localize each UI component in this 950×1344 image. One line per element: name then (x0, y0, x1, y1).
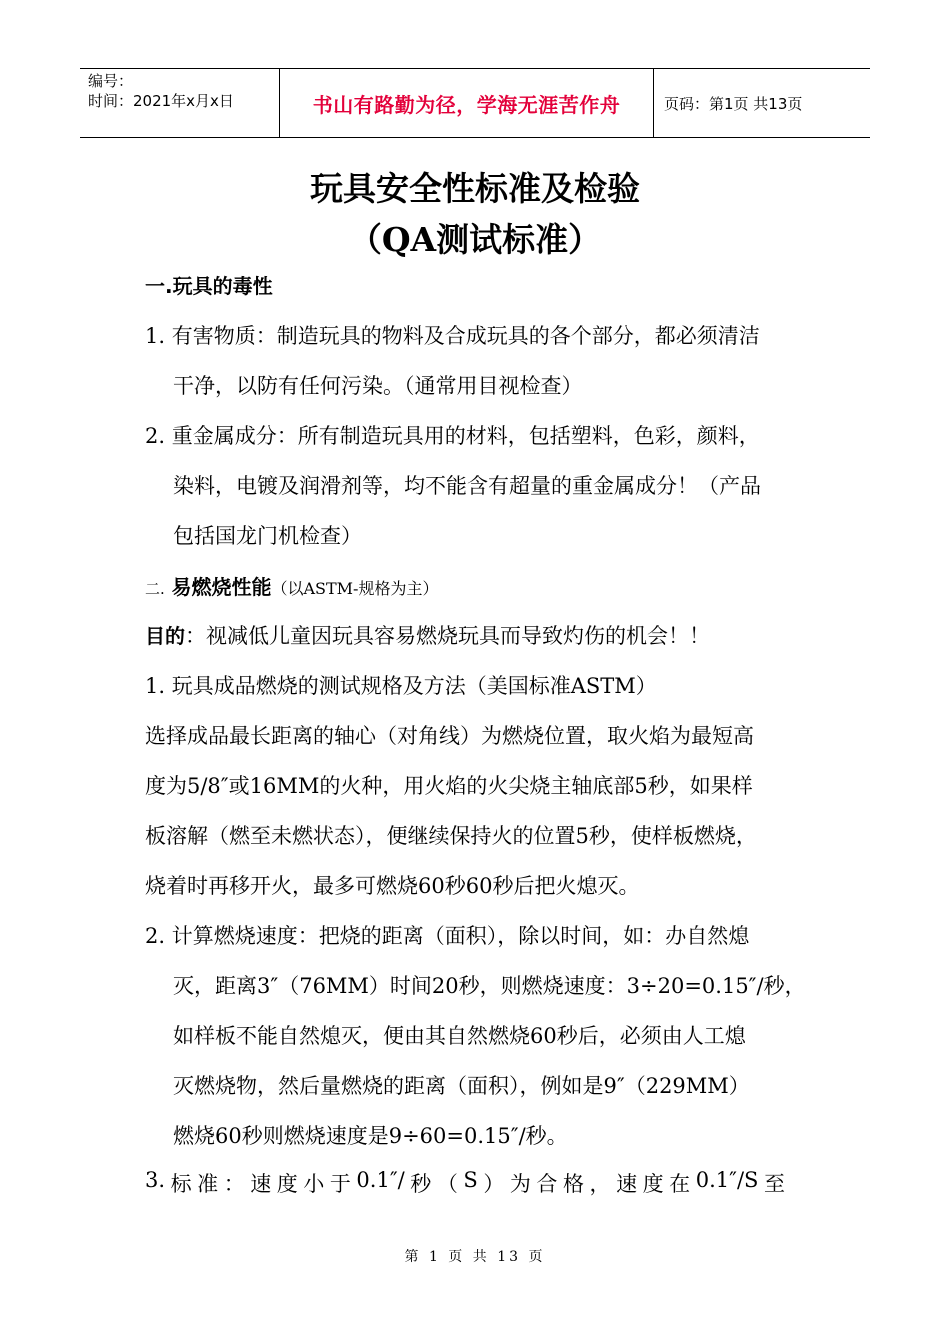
s2-item3-token: S (463, 1168, 478, 1192)
page-footer: 第 1 页 共 13 页 (404, 1249, 546, 1265)
s1-item2-line2: 染料，电镀及润滑剂等，均不能含有超量的重金属成分！（产品 (173, 474, 761, 498)
s2-item2-line1: 2. 计算燃烧速度：把烧的距离（面积），除以时间，如：办自然熄 (145, 924, 750, 948)
s2-item3-token: 于 (329, 1172, 351, 1196)
header-motto-cell (280, 69, 654, 137)
s2-item2-line2: 灭，距离3″（76MM）时间20秒，则燃烧速度：3÷20=0.15″/秒， (173, 974, 806, 998)
s2-item3-token: 在 (669, 1172, 691, 1196)
section-1-heading: 一.玩具的毒性 (145, 274, 273, 298)
s2-item3-token: 为 (509, 1172, 531, 1196)
s1-item2-line1: 2. 重金属成分：所有制造玩具用的材料，包括塑料，色彩，颜料， (145, 424, 760, 448)
s2-item3-token: 至 (763, 1172, 785, 1196)
s2-item3-token: （ (436, 1172, 458, 1196)
s2-item3-token: ） (483, 1172, 505, 1196)
s2-item3-token: 秒 (410, 1172, 432, 1196)
s2-item2-line5: 燃烧60秒则燃烧速度是9÷60=0.15″/秒。 (173, 1124, 568, 1148)
document-subtitle: （QA测试标准） (348, 220, 602, 259)
s2-item3-token: 标 (170, 1172, 192, 1196)
s2-item3-token: 0.1″/S (695, 1168, 759, 1192)
s2-item3-token: ： (223, 1172, 245, 1196)
s1-item1-line2: 干净，以防有任何污染。（通常用目视检查） (173, 374, 583, 398)
document-title: 玩具安全性标准及检验 (310, 169, 640, 208)
header-meta-cell (80, 69, 280, 137)
header-page-cell (654, 69, 870, 137)
s2-item3-line1 (145, 1168, 785, 1198)
s1-item2-line3: 包括国龙门机检查） (173, 524, 362, 548)
s2-item3-token: 速 (250, 1172, 272, 1196)
s2-item3-token: 度 (642, 1172, 664, 1196)
section-2-heading: 易燃烧性能 (171, 575, 272, 599)
s1-item1-line1: 1. 有害物质：制造玩具的物料及合成玩具的各个部分，都必须清洁 (145, 324, 760, 348)
section-2-note: （以ASTM-规格为主） (271, 579, 439, 598)
s2-item2-line3: 如样板不能自然熄灭，便由其自然燃烧60秒后，必须由人工熄 (173, 1024, 746, 1048)
page-info: 页码：第1页 共13页 (664, 94, 803, 113)
s2-item3-token: 度 (276, 1172, 298, 1196)
s2-paragraph-line4: 烧着时再移开火，最多可燃烧60秒60秒后把火熄灭。 (145, 874, 640, 898)
s2-item3-token: 速 (616, 1172, 638, 1196)
section-2-number: 二. (145, 580, 165, 598)
purpose-label: 目的 (145, 624, 185, 648)
s2-paragraph-line3: 板溶解（燃至未燃状态），便继续保持火的位置5秒，使样板燃烧， (145, 824, 757, 848)
s2-item3-token: 格 (562, 1172, 584, 1196)
purpose-row (145, 620, 710, 650)
s2-item3-token: 小 (303, 1172, 325, 1196)
s2-item3-token: 0.1″/ (356, 1168, 405, 1192)
s2-item3-token: ， (589, 1172, 611, 1196)
s2-item3-token: 合 (536, 1172, 558, 1196)
number-label: 编号： (88, 72, 134, 90)
s2-item3-token: 准 (197, 1172, 219, 1196)
s2-paragraph-line2: 度为5/8″或16MM的火种，用火焰的火尖烧主轴底部5秒，如果样 (145, 774, 753, 798)
date-label: 时间：2021年x月x日 (88, 92, 234, 110)
motto: 书山有路勤为径，学海无涯苦作舟 (312, 92, 621, 117)
s2-item3-token: 3. (145, 1168, 166, 1192)
s2-item1: 1. 玩具成品燃烧的测试规格及方法（美国标准ASTM） (145, 674, 657, 698)
purpose-text: ：视减低儿童因玩具容易燃烧玩具而导致灼伤的机会！！ (185, 624, 710, 648)
s2-paragraph-line1: 选择成品最长距离的轴心（对角线）为燃烧位置，取火焰为最短高 (145, 724, 754, 748)
s2-item2-line4: 灭燃烧物，然后量燃烧的距离（面积），例如是9″（229MM） (173, 1074, 750, 1098)
section-2-heading-row (145, 571, 438, 600)
document-header (80, 68, 870, 138)
